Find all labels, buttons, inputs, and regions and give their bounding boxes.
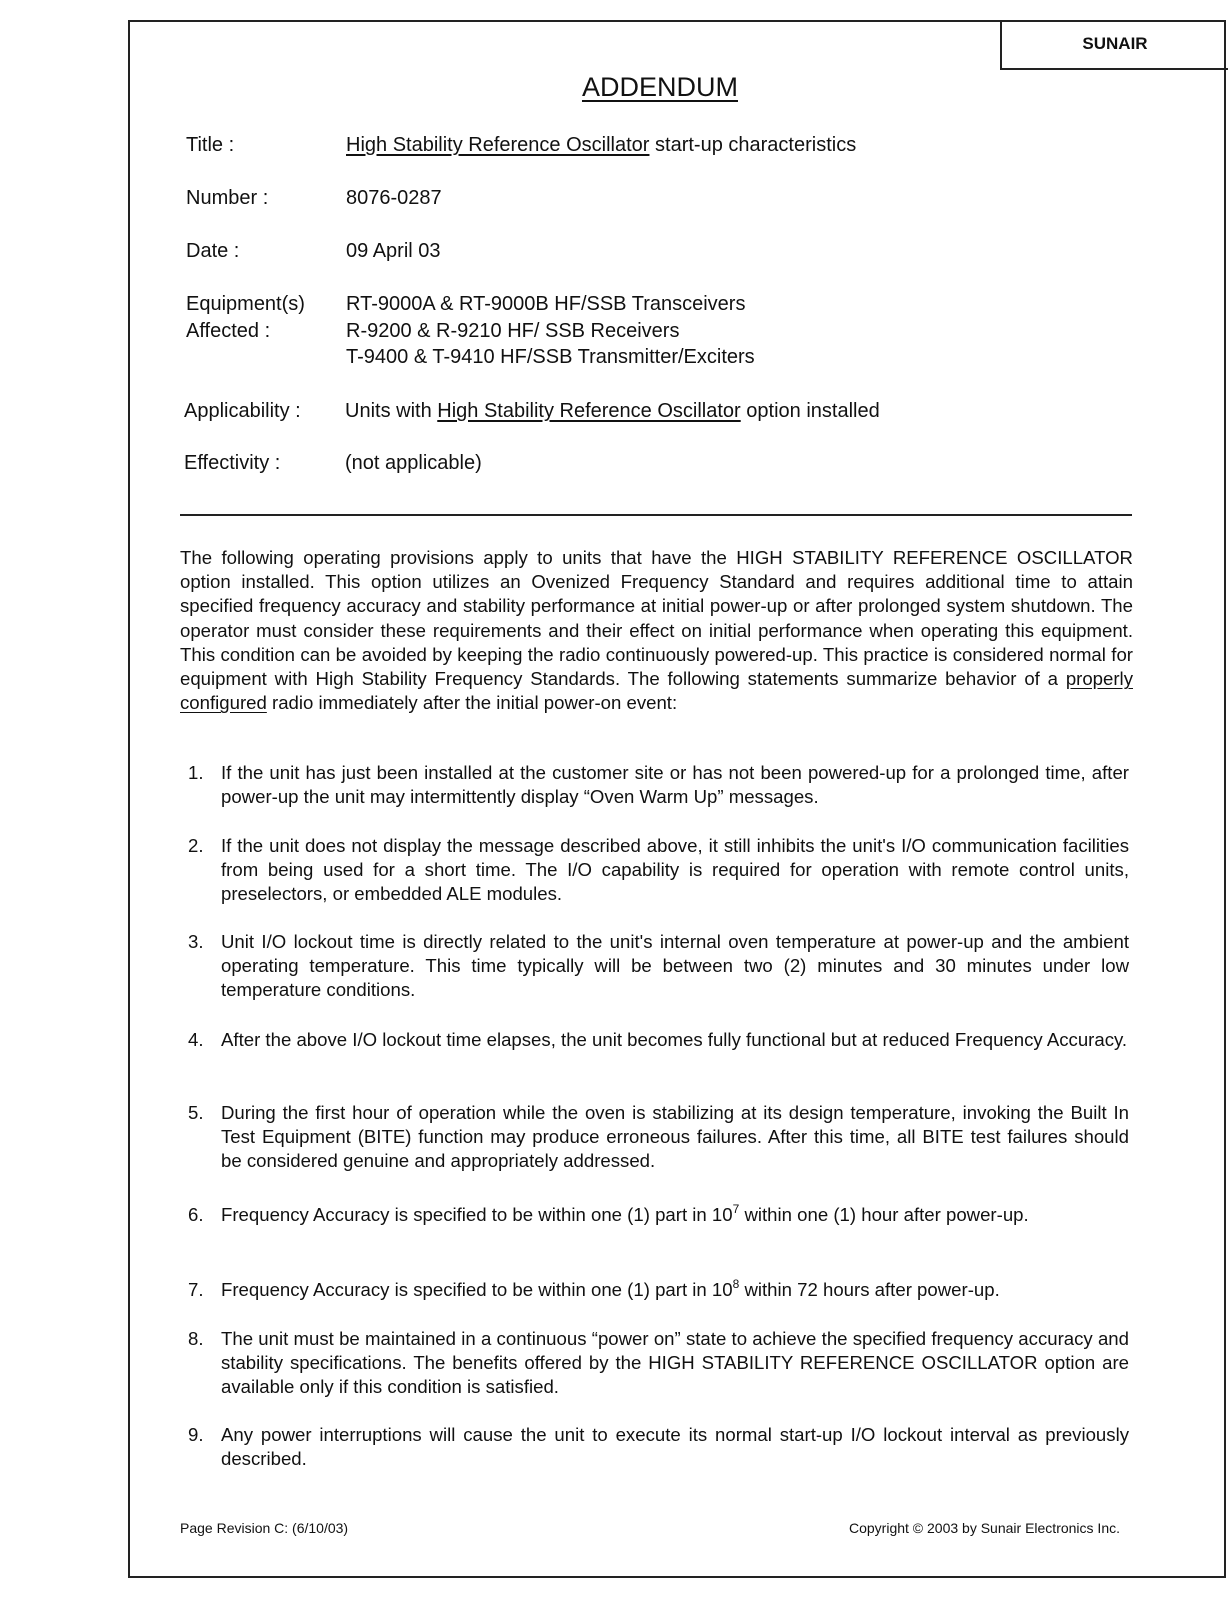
list-item: If the unit has just been installed at the customer site or has not been powered-up for a prolonged time, after power-up the unit may intermittently display “Oven Warm Up” messages. xyxy=(221,762,1129,808)
list-item-text: Frequency Accuracy is specified to be within one (1) part in 10 xyxy=(221,1279,733,1300)
copyright: Copyright © 2003 by Sunair Electronics Inc. xyxy=(848,1520,1120,1536)
applicability-label: Applicability : xyxy=(184,400,301,422)
applicability-post: option installed xyxy=(740,400,880,422)
list-item-number: 2. xyxy=(188,835,204,856)
equipment-label-1: Equipment(s) xyxy=(186,293,305,315)
intro-text-2: radio immediately after the initial power-on event: xyxy=(266,692,678,714)
equipment-item: RT-9000A & RT-9000B HF/SSB Transceivers xyxy=(346,293,746,315)
title-value xyxy=(346,132,856,159)
intro-underlined: properly configured xyxy=(180,668,1133,714)
list-item xyxy=(221,1203,1129,1227)
equipment-label-2: Affected : xyxy=(186,319,271,342)
equipment-label xyxy=(186,291,305,344)
list-item: Unit I/O lockout time is directly related to the unit's internal oven temperature at power-up and the ambient operating temperature. This time typically will be between two (2) minutes and 30 minutes under low temperature conditions. xyxy=(221,931,1129,1001)
list-item: If the unit does not display the message described above, it still inhibits the unit's I/O communication facilities from being used for a short time. The I/O capability is required for operation with remote control units, preselectors, or embedded ALE modules. xyxy=(221,835,1129,905)
date-label: Date : xyxy=(186,240,240,262)
date-value: 09 April 03 xyxy=(346,240,441,262)
applicability-pre: Units with xyxy=(345,400,438,422)
divider xyxy=(180,514,1132,516)
list-item-number: 6. xyxy=(188,1204,204,1225)
title-underlined: High Stability Reference Oscillator xyxy=(346,134,650,156)
equipment-list xyxy=(346,291,755,371)
list-item-text: within 72 hours after power-up. xyxy=(739,1279,1000,1300)
title-rest: start-up characteristics xyxy=(649,134,857,156)
effectivity-value: (not applicable) xyxy=(345,452,482,474)
list-item-text: Frequency Accuracy is specified to be within one (1) part in 10 xyxy=(221,1204,733,1225)
exponent: 8 xyxy=(732,1277,740,1291)
list-item: Any power interruptions will cause the unit to execute its normal start-up I/O lockout interval as previously described. xyxy=(221,1424,1129,1470)
list-item-number: 1. xyxy=(188,762,204,783)
page-revision: Page Revision C: (6/10/03) xyxy=(180,1520,349,1536)
brand-name: SUNAIR xyxy=(1082,34,1148,53)
list-item-number: 5. xyxy=(188,1102,204,1123)
equipment-item: T-9400 & T-9410 HF/SSB Transmitter/Exciters xyxy=(346,346,755,368)
number-label: Number : xyxy=(186,187,269,209)
document-heading: ADDENDUM xyxy=(581,72,738,102)
list-item-number: 3. xyxy=(188,931,204,952)
list-item-number: 9. xyxy=(188,1424,204,1445)
list-item-number: 4. xyxy=(188,1029,204,1050)
list-item-text: within one (1) hour after power-up. xyxy=(739,1204,1029,1225)
exponent: 7 xyxy=(732,1202,740,1216)
list-item: The unit must be maintained in a continuous “power on” state to achieve the specified frequency accuracy and stability specifications. The benefits offered by the HIGH STABILITY REFERENCE OSCILLATOR option are available only if this condition is satisfied. xyxy=(221,1328,1129,1398)
applicability-underlined: High Stability Reference Oscillator xyxy=(437,400,741,422)
equipment-item: R-9200 & R-9210 HF/ SSB Receivers xyxy=(346,319,680,342)
applicability-value xyxy=(345,398,880,425)
list-item xyxy=(221,1278,1129,1302)
number-value: 8076-0287 xyxy=(346,187,442,209)
list-item: During the first hour of operation while the oven is stabilizing at its design temperature, invoking the Built In Test Equipment (BITE) function may produce erroneous failures. After this time, all BITE test failures should be considered genuine and appropriately addressed. xyxy=(221,1102,1129,1172)
brand-box xyxy=(1000,20,1228,70)
effectivity-label: Effectivity : xyxy=(184,452,281,474)
intro-text-1: The following operating provisions apply to units that have the HIGH STABILITY REFERENCE OSCILLATOR option installed. This option utilizes an Ovenized Frequency Standard and requires additional time to attain specified frequency accuracy and stability performance at initial power-up or after prolonged system shutdown. The operator must consider these requirements and their effect on initial performance when operating this equipment. This condition can be avoided by keeping the radio continuously powered-up. This practice is considered normal for equipment with High Stability Frequency Standards. The following statements summarize behavior of a xyxy=(180,547,1133,690)
list-item: After the above I/O lockout time elapses, the unit becomes fully functional but at reduced Frequency Accuracy. xyxy=(221,1029,1128,1050)
list-item-number: 8. xyxy=(188,1328,204,1349)
title-label: Title : xyxy=(186,134,235,156)
intro-paragraph xyxy=(180,546,1133,715)
list-item-number: 7. xyxy=(188,1279,204,1300)
